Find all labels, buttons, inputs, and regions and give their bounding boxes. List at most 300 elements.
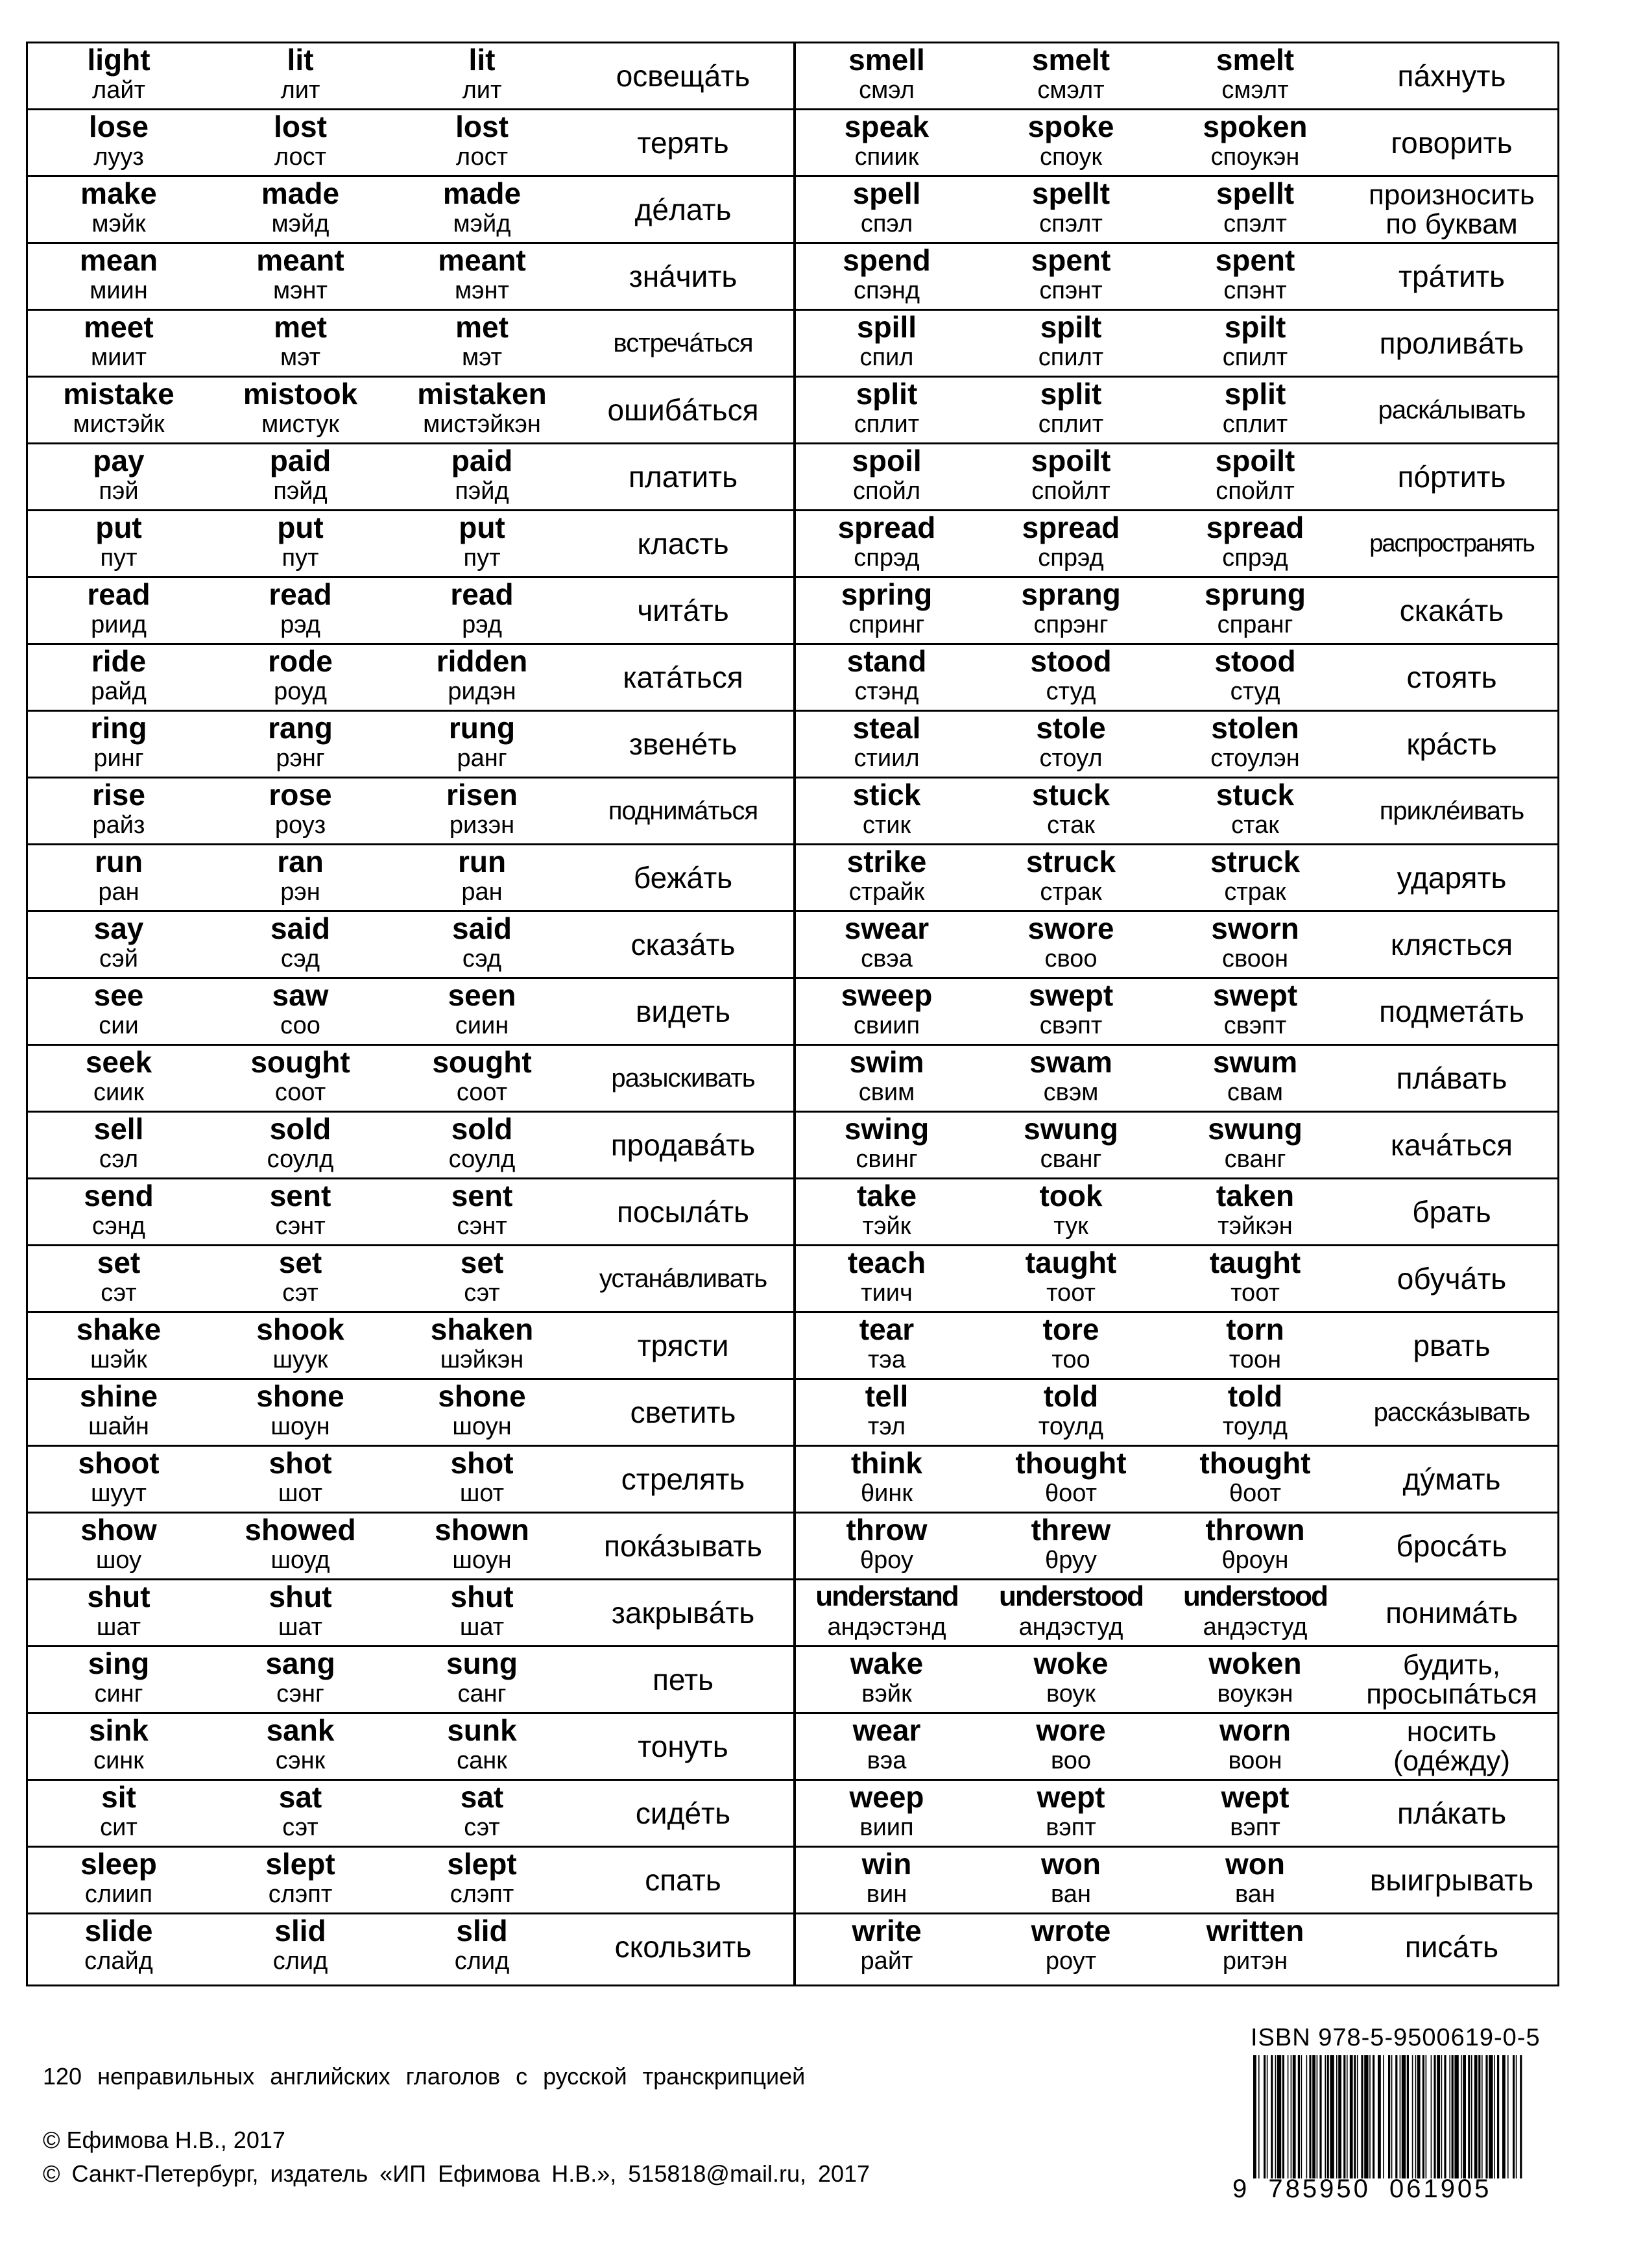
past-simple-cell [979, 979, 1163, 1044]
translation-cell [573, 311, 793, 376]
verb-transcription: лит [462, 77, 502, 104]
verb-word: set [460, 1246, 504, 1279]
translation-cell [1347, 444, 1556, 509]
verb-transcription: слайд [84, 1948, 153, 1975]
translation-cell [1347, 1647, 1556, 1712]
barcode-bar [1330, 2055, 1334, 2178]
barcode-bar [1325, 2055, 1326, 2178]
verb-word: shut [450, 1580, 514, 1613]
verb-word: set [97, 1246, 141, 1279]
past-simple-cell [979, 378, 1163, 442]
translation-cell [1347, 912, 1556, 977]
past-participle-cell [1163, 244, 1347, 309]
verb-word: swept [1212, 978, 1298, 1012]
verb-word: sink [88, 1713, 149, 1747]
base-form-cell [28, 1647, 210, 1712]
past-participle-cell [391, 1848, 573, 1912]
translation-cell [1347, 1246, 1556, 1311]
base-form-cell [795, 578, 979, 643]
verb-transcription: лууз [93, 143, 144, 171]
translation-text: клясться [1390, 928, 1513, 961]
verb-word: sweep [841, 978, 933, 1012]
past-simple-cell [210, 1914, 391, 1979]
verb-transcription: смэл [859, 77, 915, 104]
verb-word: spoilt [1031, 444, 1111, 477]
translation-text: раскáлывать [1378, 396, 1526, 424]
verb-transcription: ридэн [448, 678, 516, 705]
past-simple-cell [979, 1647, 1163, 1712]
verb-transcription: андэстуд [1018, 1613, 1123, 1641]
barcode-bar [1354, 2055, 1356, 2178]
verb-word: rang [268, 711, 333, 745]
translation-cell [573, 110, 793, 175]
translation-text: класть [637, 527, 729, 561]
base-form-cell [28, 43, 210, 108]
verb-word: slept [447, 1847, 517, 1881]
barcode-bar [1400, 2055, 1401, 2178]
verb-row [28, 578, 795, 645]
translation-text: говорить [1391, 126, 1513, 160]
translation-text: распространять [1369, 530, 1534, 557]
translation-cell [573, 1514, 793, 1578]
verb-word: send [84, 1179, 154, 1212]
past-participle-cell [1163, 712, 1347, 777]
verb-word: spoke [1027, 110, 1114, 143]
verb-transcription: соо [280, 1012, 320, 1039]
translation-text: обучáть [1397, 1262, 1507, 1296]
verb-word: sing [88, 1647, 150, 1680]
barcode-digits: 9 785950 061905 [1232, 2175, 1492, 2203]
verb-word: read [450, 577, 514, 611]
verb-transcription: спэлт [1039, 210, 1103, 237]
verb-word: see [93, 978, 144, 1012]
verb-transcription: санг [457, 1680, 507, 1707]
past-simple-cell [210, 1580, 391, 1645]
barcode-bar [1461, 2055, 1462, 2178]
verb-transcription: сиин [455, 1012, 509, 1039]
translation-cell [573, 778, 793, 843]
translation-cell [573, 1714, 793, 1779]
verb-word: seen [448, 978, 516, 1012]
verb-transcription: страк [1040, 878, 1102, 906]
past-participle-cell [1163, 1714, 1347, 1779]
verb-transcription: пэйд [455, 477, 509, 505]
past-simple-cell [210, 311, 391, 376]
verb-transcription: тоон [1229, 1346, 1282, 1373]
past-participle-cell [1163, 912, 1347, 977]
verb-transcription: сии [99, 1012, 139, 1039]
verb-row [795, 1179, 1557, 1246]
verb-transcription: воо [1050, 1747, 1092, 1774]
translation-cell [1347, 311, 1556, 376]
verb-word: won [1041, 1847, 1101, 1881]
right-column [795, 43, 1557, 1984]
past-participle-cell [391, 311, 573, 376]
base-form-cell [795, 1781, 979, 1846]
past-participle-cell [1163, 177, 1347, 242]
verb-word: mistake [63, 377, 174, 411]
base-form-cell [795, 712, 979, 777]
base-form-cell [28, 244, 210, 309]
verb-transcription: свиип [853, 1012, 920, 1039]
base-form-cell [28, 1313, 210, 1378]
barcode-bar [1434, 2055, 1435, 2178]
translation-text: проливáть [1379, 326, 1524, 360]
verb-row [795, 1647, 1557, 1714]
verb-word: lost [455, 110, 509, 143]
past-participle-cell [391, 1447, 573, 1512]
verb-word: write [852, 1914, 922, 1948]
verb-word: thought [1199, 1446, 1311, 1480]
barcode-bar [1474, 2055, 1478, 2178]
verb-transcription: мистэйк [73, 411, 165, 438]
verb-transcription: шот [459, 1480, 505, 1507]
translation-cell [573, 578, 793, 643]
barcode-bar [1271, 2055, 1273, 2178]
past-simple-cell [210, 645, 391, 710]
verb-word: sprang [1021, 577, 1121, 611]
translation-cell [1347, 177, 1556, 242]
barcode-bar [1319, 2055, 1321, 2178]
barcode-bar [1298, 2055, 1300, 2178]
translation-cell [1347, 1179, 1556, 1244]
past-simple-cell [979, 1179, 1163, 1244]
past-participle-cell [391, 110, 573, 175]
verb-transcription: стак [1231, 812, 1279, 839]
past-participle-cell [1163, 578, 1347, 643]
verb-transcription: пут [463, 544, 501, 572]
barcode-bar [1306, 2055, 1308, 2178]
verb-word: shake [76, 1312, 162, 1346]
verb-word: sent [269, 1179, 331, 1212]
barcode-bar [1364, 2055, 1368, 2178]
past-participle-cell [1163, 110, 1347, 175]
past-participle-cell [391, 1113, 573, 1177]
verb-row [795, 511, 1557, 578]
barcode-bar [1463, 2055, 1466, 2178]
verb-row [28, 778, 795, 845]
base-form-cell [795, 845, 979, 910]
translation-cell [573, 1113, 793, 1177]
verb-row [28, 378, 795, 444]
verb-transcription: спойлт [1216, 477, 1295, 505]
past-simple-cell [210, 110, 391, 175]
barcode-bar [1485, 2055, 1487, 2178]
past-simple-cell [979, 1714, 1163, 1779]
past-simple-cell [210, 177, 391, 242]
verb-row [28, 177, 795, 244]
past-participle-cell [1163, 1313, 1347, 1378]
base-form-cell [795, 1447, 979, 1512]
verb-word: weep [849, 1780, 924, 1814]
translation-text: расскáзывать [1373, 1398, 1530, 1427]
verb-word: spell [852, 176, 921, 210]
translation-cell [573, 912, 793, 977]
past-participle-cell [1163, 1647, 1347, 1712]
verb-row [795, 1380, 1557, 1447]
verb-word: lit [468, 43, 496, 77]
base-form-cell [795, 979, 979, 1044]
verb-word: spellt [1031, 176, 1110, 210]
translation-cell [573, 1781, 793, 1846]
verb-transcription: свэпт [1039, 1012, 1103, 1039]
past-simple-cell [210, 1313, 391, 1378]
verb-row [28, 1179, 795, 1246]
verb-word: shook [256, 1312, 344, 1346]
translation-text: писáть [1404, 1930, 1499, 1964]
verb-row [28, 1848, 795, 1914]
translation-text: звенéть [629, 727, 738, 761]
translation-text: тонуть [638, 1730, 728, 1763]
translation-cell [1347, 778, 1556, 843]
verb-word: spend [843, 243, 931, 277]
verb-row [795, 378, 1557, 444]
verb-transcription: спранг [1217, 611, 1293, 638]
verb-row [795, 645, 1557, 712]
verb-word: ridden [436, 644, 528, 678]
verb-transcription: лост [274, 143, 327, 171]
verb-word: spellt [1216, 176, 1295, 210]
verb-transcription: слид [454, 1948, 510, 1975]
past-simple-cell [979, 1447, 1163, 1512]
barcode-bar [1415, 2055, 1417, 2178]
verb-word: swung [1208, 1112, 1302, 1146]
verb-word: sold [451, 1112, 513, 1146]
translation-text: пáхнуть [1397, 59, 1506, 93]
verb-transcription: спэлт [1223, 210, 1287, 237]
verb-transcription: страк [1224, 878, 1286, 906]
translation-cell [1347, 1380, 1556, 1445]
past-participle-cell [1163, 1914, 1347, 1979]
verb-transcription: смэлт [1221, 77, 1289, 104]
verb-word: spoilt [1215, 444, 1295, 477]
verb-word: rode [268, 644, 333, 678]
verb-word: sold [269, 1112, 331, 1146]
verb-word: taken [1216, 1179, 1295, 1212]
verb-word: spoil [852, 444, 922, 477]
verb-word: torn [1226, 1312, 1284, 1346]
verb-word: spilt [1040, 310, 1102, 344]
barcode-bar [1502, 2055, 1506, 2178]
verb-word: spoken [1203, 110, 1308, 143]
verb-word: stood [1214, 644, 1296, 678]
verb-transcription: ван [1235, 1881, 1275, 1908]
verb-row [28, 1113, 795, 1179]
past-participle-cell [1163, 979, 1347, 1044]
base-form-cell [28, 1447, 210, 1512]
translation-text: бежáть [633, 861, 733, 895]
past-participle-cell [391, 712, 573, 777]
past-participle-cell [1163, 1514, 1347, 1578]
verb-word: ran [277, 845, 324, 878]
past-simple-cell [210, 778, 391, 843]
past-participle-cell [391, 578, 573, 643]
verb-transcription: пут [282, 544, 319, 572]
verb-word: swam [1029, 1045, 1112, 1079]
verb-transcription: сэй [99, 945, 139, 972]
verb-transcription: тоулд [1222, 1413, 1288, 1440]
past-participle-cell [391, 845, 573, 910]
verb-word: mistaken [417, 377, 547, 411]
barcode-bar [1317, 2055, 1318, 2178]
verb-row [795, 311, 1557, 378]
verb-transcription: свэм [1043, 1079, 1099, 1106]
past-participle-cell [391, 1179, 573, 1244]
verb-word: pay [93, 444, 145, 477]
verb-transcription: θоот [1045, 1480, 1097, 1507]
verb-word: read [87, 577, 150, 611]
past-participle-cell [1163, 1380, 1347, 1445]
translation-text: брать [1412, 1195, 1491, 1229]
verb-word: made [261, 176, 340, 210]
verb-word: sprung [1205, 577, 1306, 611]
barcode-bar [1426, 2055, 1427, 2178]
verb-transcription: слиип [84, 1881, 153, 1908]
verb-word: paid [451, 444, 513, 477]
verb-word: swim [849, 1045, 924, 1079]
verb-transcription: стик [862, 812, 911, 839]
verb-word: showed [245, 1513, 356, 1547]
past-simple-cell [210, 1848, 391, 1912]
verb-word: swear [844, 911, 930, 945]
verb-transcription: спиик [854, 143, 919, 171]
verb-word: steal [852, 711, 921, 745]
verb-row [795, 1514, 1557, 1580]
verb-row [28, 645, 795, 712]
verb-word: smell [848, 43, 925, 77]
barcode-bar [1431, 2055, 1432, 2178]
past-simple-cell [979, 578, 1163, 643]
translation-text: крáсть [1406, 727, 1497, 761]
verb-transcription: своон [1221, 945, 1288, 972]
verb-row [795, 43, 1557, 110]
barcode-bar [1513, 2055, 1515, 2178]
barcode-bar [1277, 2055, 1281, 2178]
verb-transcription: мэйд [271, 210, 330, 237]
verb-word: sank [266, 1713, 335, 1747]
past-simple-cell [210, 1380, 391, 1445]
verb-word: understood [1183, 1580, 1327, 1612]
verb-transcription: θоот [1229, 1480, 1281, 1507]
past-simple-cell [210, 43, 391, 108]
verb-word: paid [269, 444, 331, 477]
verb-word: worn [1219, 1713, 1291, 1747]
base-form-cell [28, 1914, 210, 1979]
barcode-bar [1357, 2055, 1358, 2178]
verb-transcription: тэйкэн [1218, 1212, 1293, 1240]
verb-row [795, 1580, 1557, 1647]
past-participle-cell [391, 1647, 573, 1712]
verb-transcription: рэнг [276, 745, 325, 772]
verb-transcription: свинг [856, 1146, 918, 1173]
barcode-bar [1264, 2055, 1266, 2178]
translation-cell [573, 645, 793, 710]
past-participle-cell [1163, 511, 1347, 576]
verb-transcription: сэнк [275, 1747, 326, 1774]
verb-transcription: шоун [452, 1547, 512, 1574]
base-form-cell [28, 444, 210, 509]
verb-row [28, 1647, 795, 1714]
verb-row [28, 110, 795, 177]
verb-transcription: тиич [861, 1279, 913, 1307]
translation-cell [573, 378, 793, 442]
translation-line: произносить [1369, 179, 1535, 211]
translation-cell [1347, 712, 1556, 777]
past-simple-cell [979, 1781, 1163, 1846]
verb-word: thrown [1205, 1513, 1305, 1547]
translation-text: освещáть [616, 59, 750, 93]
translation-cell [1347, 645, 1556, 710]
translation-text: встречáться [613, 329, 753, 357]
verb-word: struck [1026, 845, 1116, 878]
translation-cell [573, 1313, 793, 1378]
verb-transcription: своо [1044, 945, 1098, 972]
verb-transcription: вэпт [1230, 1814, 1280, 1841]
verb-word: won [1225, 1847, 1285, 1881]
past-simple-cell [210, 578, 391, 643]
verb-transcription: воук [1046, 1680, 1096, 1707]
verb-row [795, 1848, 1557, 1914]
verb-row [28, 511, 795, 578]
verb-word: swing [844, 1112, 930, 1146]
verb-transcription: соулд [267, 1146, 334, 1173]
translation-text: рвать [1413, 1329, 1491, 1362]
verb-word: smelt [1216, 43, 1295, 77]
verb-transcription: спринг [848, 611, 925, 638]
past-participle-cell [391, 778, 573, 843]
verb-word: sent [451, 1179, 513, 1212]
verb-transcription: лит [280, 77, 320, 104]
verb-word: shaken [430, 1312, 534, 1346]
base-form-cell [795, 1246, 979, 1311]
translation-cell [1347, 979, 1556, 1044]
translation-line-2: просыпáться [1366, 1678, 1537, 1710]
verb-row [28, 712, 795, 778]
verb-transcription: сэт [282, 1279, 318, 1307]
barcode-bar [1507, 2055, 1509, 2178]
verb-row [795, 1447, 1557, 1514]
translation-text: качáться [1390, 1128, 1513, 1162]
past-simple-cell [210, 1113, 391, 1177]
base-form-cell [28, 311, 210, 376]
past-participle-cell [1163, 1179, 1347, 1244]
past-simple-cell [979, 1246, 1163, 1311]
verb-word: meant [438, 243, 526, 277]
past-simple-cell [979, 43, 1163, 108]
verb-word: swung [1024, 1112, 1118, 1146]
past-participle-cell [1163, 378, 1347, 442]
translation-cell [573, 845, 793, 910]
translation-text: подметáть [1379, 995, 1524, 1028]
barcode-bar [1282, 2055, 1284, 2178]
translation-text: скакáть [1399, 594, 1504, 627]
past-participle-cell [1163, 43, 1347, 108]
verb-row [795, 444, 1557, 511]
past-simple-cell [979, 444, 1163, 509]
past-simple-cell [210, 845, 391, 910]
barcode-bar [1468, 2055, 1470, 2178]
verb-word: sworn [1211, 911, 1299, 945]
barcode-bar [1336, 2055, 1338, 2178]
translation-cell [573, 1046, 793, 1111]
translation-text: читáть [637, 594, 729, 627]
verb-word: sang [265, 1647, 335, 1680]
translation-text: стоять [1406, 660, 1497, 694]
verb-transcription: райд [91, 678, 147, 705]
base-form-cell [28, 1848, 210, 1912]
translation-cell [1347, 1848, 1556, 1912]
verb-transcription: шоун [452, 1413, 512, 1440]
